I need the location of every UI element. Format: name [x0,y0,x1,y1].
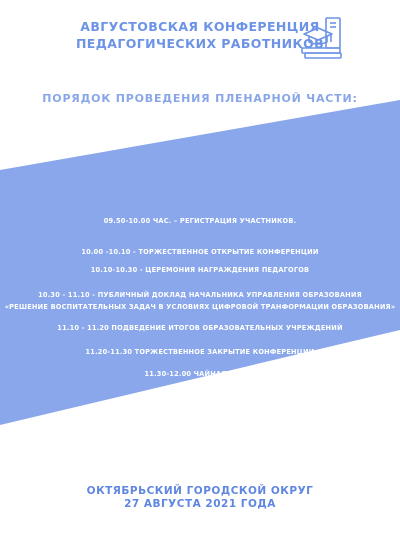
schedule-item: «РЕШЕНИЕ ВОСПИТАТЕЛЬНЫХ ЗАДАЧ В УСЛОВИЯХ ЦИФРОВОЙ ТРАНФОРМАЦИИ ОБРАЗОВАНИЯ» [4,303,396,311]
title-line-1: АВГУСТОВСКАЯ КОНФЕРЕНЦИЯ [80,19,320,34]
books-graduation-cap-icon [300,14,346,62]
schedule-item: 10.30 - 11.10 - ПУБЛИЧНЫЙ ДОКЛАД НАЧАЛЬНИКА УПРАВЛЕНИЯ ОБРАЗОВАНИЯ [38,291,362,299]
footer-info [0,485,400,511]
schedule-item: 09.50-10.00 ЧАС. – РЕГИСТРАЦИЯ УЧАСТНИКОВ. [103,217,297,225]
schedule-item: 11.10 - 11.20 ПОДВЕДЕНИЕ ИТОГОВ ОБРАЗОВАТЕЛЬНЫХ УЧРЕЖДЕНИЙ [57,324,343,332]
schedule-item: 11.30-12.00 ЧАЙНАЯ ПАУЗА [144,370,256,378]
program-heading: ПОРЯДОК ПРОВЕДЕНИЯ ПЛЕНАРНОЙ ЧАСТИ: [42,92,358,105]
schedule-item: 10.10-10.30 - ЦЕРЕМОНИЯ НАГРАЖДЕНИЯ ПЕДАГОГОВ [90,266,310,274]
schedule-item: 11.20-11.30 ТОРЖЕСТВЕННОЕ ЗАКРЫТИЕ КОНФЕРЕНЦИИ [85,348,315,356]
footer-district: ОКТЯБРЬСКИЙ ГОРОДСКОЙ ОКРУГ [86,485,314,497]
schedule-item: 10.00 -10.10 - ТОРЖЕСТВЕННОЕ ОТКРЫТИЕ КОНФЕРЕНЦИИ [81,248,319,256]
title-line-2: ПЕДАГОГИЧЕСКИХ РАБОТНИКОВ [75,36,325,51]
footer-date: 27 АВГУСТА 2021 ГОДА [124,498,276,510]
